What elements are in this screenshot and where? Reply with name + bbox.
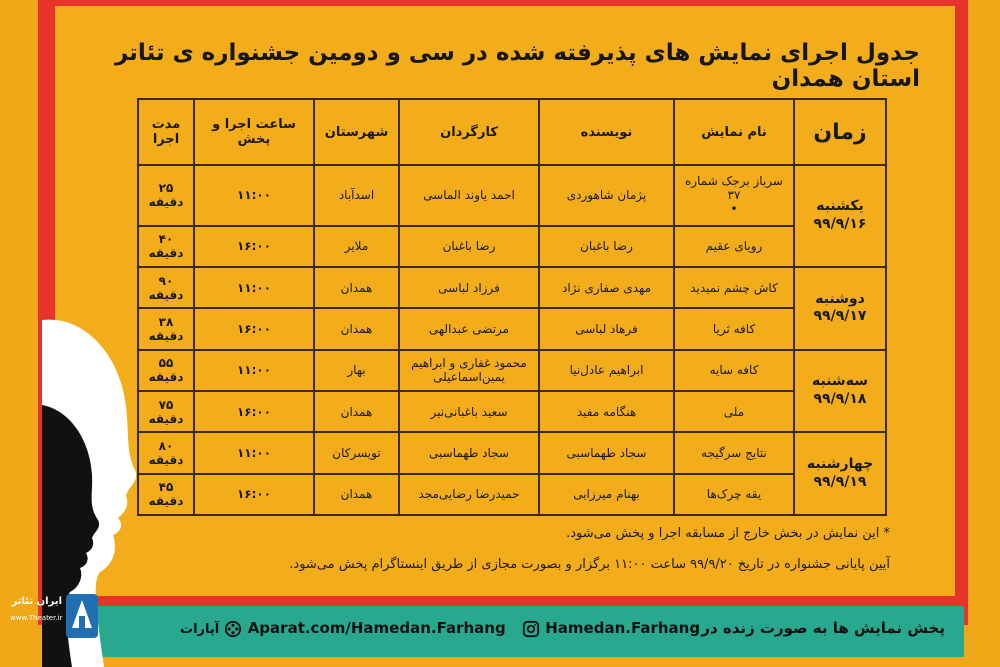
header-director: کارگردان bbox=[399, 99, 539, 165]
day-date: ۹۹/۹/۱۸ bbox=[813, 390, 867, 407]
table-row bbox=[138, 165, 886, 226]
writer-cell: هنگامه مفید bbox=[539, 391, 674, 432]
logo-url: www.Theater.ir bbox=[10, 614, 63, 622]
duration-cell: ۵۵ دقیقه bbox=[138, 350, 194, 391]
header-row bbox=[138, 99, 886, 165]
instagram-icon bbox=[522, 620, 540, 638]
time-cell: ۱۱:۰۰ bbox=[194, 432, 314, 473]
note-out-of-competition: * این نمایش در بخش خارج از مسابقه اجرا و پخش می‌شود. bbox=[566, 526, 890, 541]
day-label: دوشنبه bbox=[815, 290, 865, 307]
instagram-handle: Hamedan.Farhang bbox=[545, 619, 701, 637]
city-cell: ملایر bbox=[314, 226, 399, 267]
table-row bbox=[138, 226, 886, 267]
duration-cell: ۴۰ دقیقه bbox=[138, 226, 194, 267]
note-closing-ceremony: آیین پایانی جشنواره در تاریخ ۹۹/۹/۲۰ ساعت ۱۱:۰۰ برگزار و بصورت مجازی از طریق اینستاگرام پخش می‌شود. bbox=[289, 557, 890, 572]
day-date: ۹۹/۹/۱۶ bbox=[813, 215, 867, 232]
logo-name: ایران تئاتر bbox=[11, 596, 62, 607]
time-cell: ۱۶:۰۰ bbox=[194, 226, 314, 267]
director-cell: مرتضی عبدالهی bbox=[399, 308, 539, 349]
city-cell: همدان bbox=[314, 267, 399, 308]
director-cell: فرزاد لباسی bbox=[399, 267, 539, 308]
city-cell: تویسرکان bbox=[314, 432, 399, 473]
time-cell: ۱۶:۰۰ bbox=[194, 474, 314, 515]
table-row bbox=[138, 267, 886, 308]
director-cell: سعید باغبانی‌نیر bbox=[399, 391, 539, 432]
city-cell: اسدآباد bbox=[314, 165, 399, 226]
play-cell: کاش چشم نمیدید bbox=[674, 267, 794, 308]
day-date: ۹۹/۹/۱۹ bbox=[813, 473, 867, 490]
play-note: • bbox=[730, 202, 738, 217]
time-cell: ۱۶:۰۰ bbox=[194, 391, 314, 432]
table-row bbox=[138, 391, 886, 432]
play-cell bbox=[674, 165, 794, 226]
day-cell bbox=[794, 432, 886, 515]
director-cell: احمد یاوند الماسی bbox=[399, 165, 539, 226]
play-cell: یقه چرک‌ها bbox=[674, 474, 794, 515]
time-cell: ۱۶:۰۰ bbox=[194, 308, 314, 349]
aparat-icon bbox=[224, 620, 242, 638]
writer-cell: ابراهیم عادل‌نیا bbox=[539, 350, 674, 391]
header-duration: مدت اجرا bbox=[138, 99, 194, 165]
city-cell: همدان bbox=[314, 474, 399, 515]
play-cell: رویای عقیم bbox=[674, 226, 794, 267]
day-label: یکشنبه bbox=[816, 198, 864, 215]
instagram-link[interactable] bbox=[522, 619, 700, 638]
writer-cell: مهدی صفاری نژاد bbox=[539, 267, 674, 308]
play-cell: کافه سایه bbox=[674, 350, 794, 391]
header-writer: نویسنده bbox=[539, 99, 674, 165]
page-title: جدول اجرای نمایش های پذیرفته شده در سی و دومین جشنواره ی تئاتر استان همدان bbox=[114, 40, 920, 92]
header-city: شهرستان bbox=[314, 99, 399, 165]
writer-cell: رضا باغبان bbox=[539, 226, 674, 267]
iran-theater-logo bbox=[10, 588, 125, 648]
day-cell bbox=[794, 350, 886, 433]
play-cell: کافه ثریا bbox=[674, 308, 794, 349]
live-stream-label: پخش نمایش ها به صورت زنده در : bbox=[690, 619, 945, 637]
director-cell: حمیدرضا رضایی‌مجد bbox=[399, 474, 539, 515]
day-cell bbox=[794, 267, 886, 350]
time-cell: ۱۱:۰۰ bbox=[194, 350, 314, 391]
day-cell bbox=[794, 165, 886, 267]
play-name: سرباز برجک شماره ۳۷ bbox=[685, 174, 783, 203]
header-time: ساعت اجرا و پخش bbox=[194, 99, 314, 165]
table-row bbox=[138, 308, 886, 349]
duration-cell: ۴۵ دقیقه bbox=[138, 474, 194, 515]
writer-cell: سجاد طهماسبی bbox=[539, 432, 674, 473]
city-cell: همدان bbox=[314, 308, 399, 349]
play-cell: نتایج سرگیجه bbox=[674, 432, 794, 473]
table-row bbox=[138, 350, 886, 391]
duration-cell: ۳۸ دقیقه bbox=[138, 308, 194, 349]
aparat-link[interactable] bbox=[180, 619, 506, 638]
time-cell: ۱۱:۰۰ bbox=[194, 165, 314, 226]
schedule-table bbox=[137, 98, 887, 516]
day-label: سه‌شنبه bbox=[812, 373, 868, 390]
aparat-label: آپارات bbox=[180, 622, 220, 637]
header-play: نام نمایش bbox=[674, 99, 794, 165]
duration-cell: ۹۰ دقیقه bbox=[138, 267, 194, 308]
city-cell: بهار bbox=[314, 350, 399, 391]
duration-cell: ۲۵ دقیقه bbox=[138, 165, 194, 226]
duration-cell: ۷۵ دقیقه bbox=[138, 391, 194, 432]
day-date: ۹۹/۹/۱۷ bbox=[813, 308, 867, 325]
aparat-url: Aparat.com/Hamedan.Farhang bbox=[247, 619, 506, 637]
director-cell: محمود غفاری و ابراهیم یمین‌اسماعیلی bbox=[399, 350, 539, 391]
writer-cell: پژمان شاهوردی bbox=[539, 165, 674, 226]
play-cell: ملی bbox=[674, 391, 794, 432]
writer-cell: بهنام میرزایی bbox=[539, 474, 674, 515]
time-cell: ۱۱:۰۰ bbox=[194, 267, 314, 308]
header-zaman: زمان bbox=[794, 99, 886, 165]
director-cell: سجاد طهماسبی bbox=[399, 432, 539, 473]
table-row bbox=[138, 432, 886, 473]
city-cell: همدان bbox=[314, 391, 399, 432]
table-row bbox=[138, 474, 886, 515]
duration-cell: ۸۰ دقیقه bbox=[138, 432, 194, 473]
writer-cell: فرهاد لباسی bbox=[539, 308, 674, 349]
director-cell: رضا باغبان bbox=[399, 226, 539, 267]
day-label: چهارشنبه bbox=[806, 456, 874, 473]
